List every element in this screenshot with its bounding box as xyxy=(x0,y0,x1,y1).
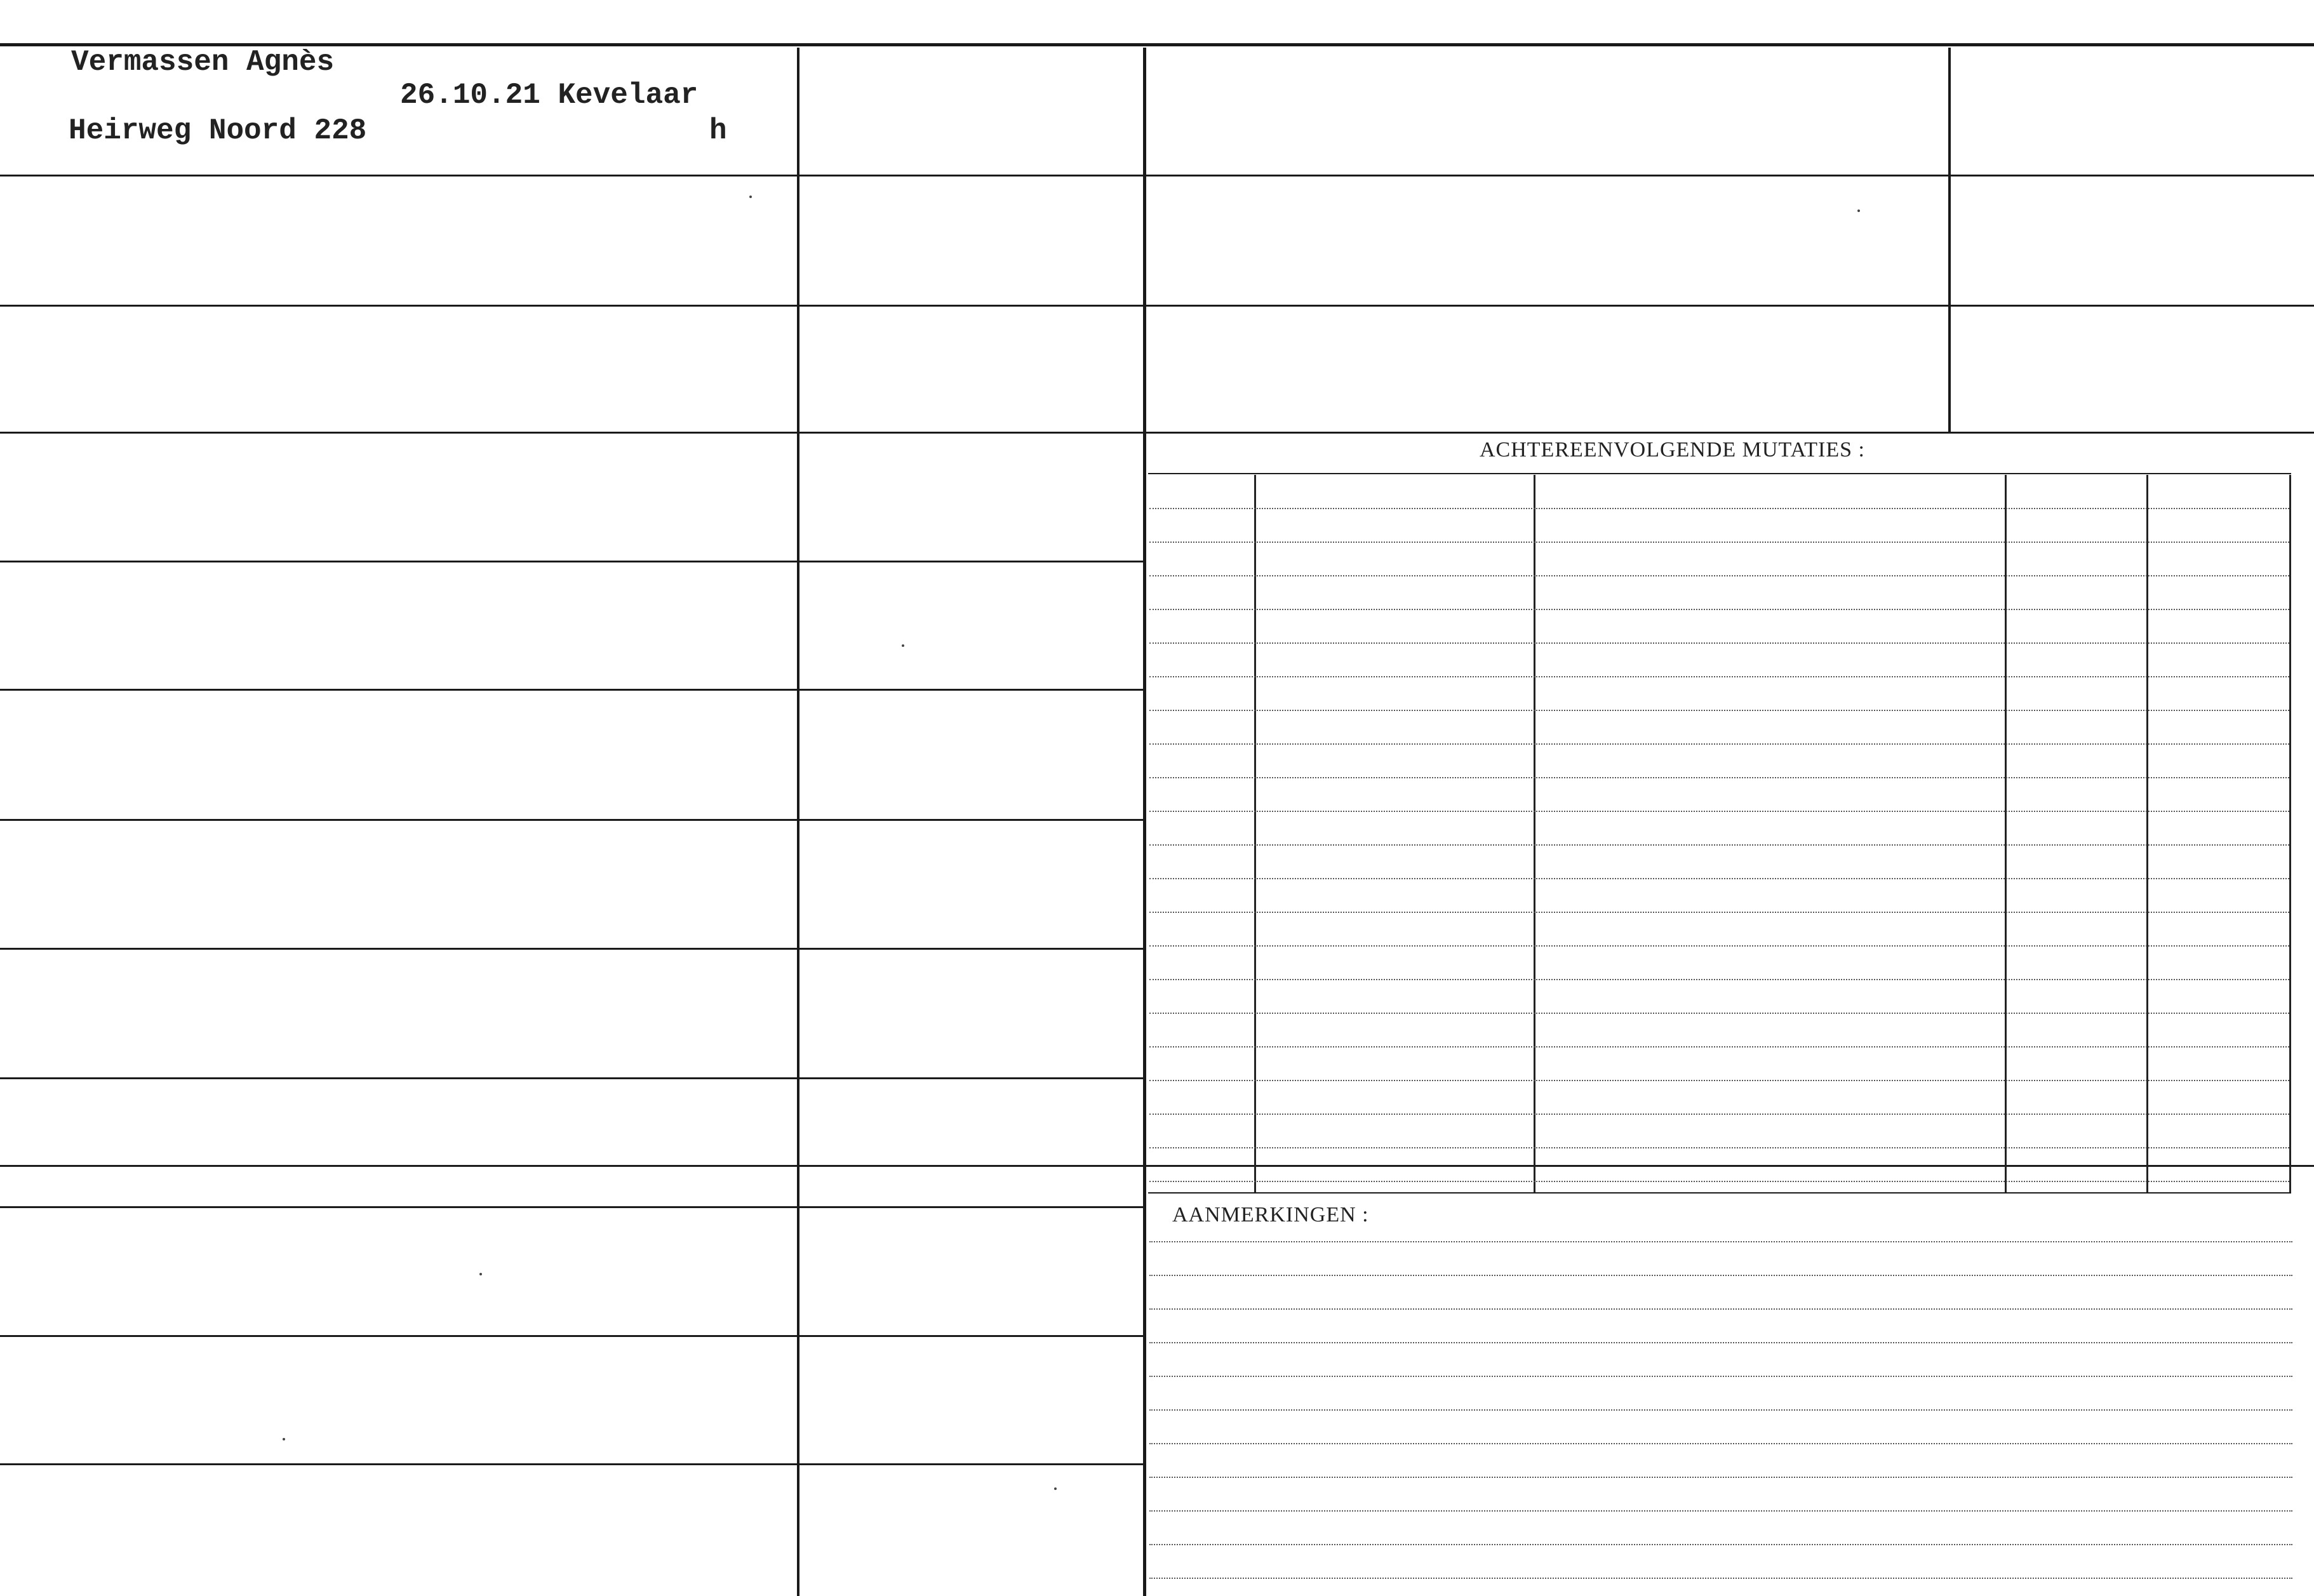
mutation-ruled-line xyxy=(1149,676,2289,677)
right-row-rule xyxy=(1144,175,2314,176)
row-rule xyxy=(0,819,1144,821)
row-rule xyxy=(0,175,1144,176)
remark-ruled-line xyxy=(1149,1275,2292,1276)
column-divider-middle xyxy=(1143,48,1146,1596)
row-rule xyxy=(0,432,1144,434)
remark-ruled-line xyxy=(1149,1376,2292,1377)
remark-ruled-line xyxy=(1149,1477,2292,1478)
row-rule xyxy=(0,561,1144,562)
resident-name: Vermassen Agnès xyxy=(71,46,335,79)
remarks-heading: AANMERKINGEN : xyxy=(1172,1203,1369,1227)
row-rule xyxy=(0,948,1144,950)
mutation-ruled-line xyxy=(1149,912,2289,913)
mutations-column-rule xyxy=(2146,475,2148,1194)
address: Heirweg Noord 228 xyxy=(69,114,367,147)
remark-ruled-line xyxy=(1149,1241,2292,1242)
mutation-ruled-line xyxy=(1149,642,2289,644)
scan-speck xyxy=(283,1438,285,1440)
mutation-ruled-line xyxy=(1149,777,2289,778)
mutation-ruled-line xyxy=(1149,710,2289,711)
row-rule xyxy=(0,1335,1144,1337)
mutations-column-rule xyxy=(2005,475,2007,1194)
row-rule xyxy=(0,1206,1144,1208)
row-rule xyxy=(0,689,1144,691)
mutation-ruled-line xyxy=(1149,878,2289,879)
mutations-column-rule xyxy=(1254,475,1256,1194)
mutation-ruled-line xyxy=(1149,609,2289,610)
scan-speck xyxy=(479,1273,482,1275)
mutation-ruled-line xyxy=(1149,1147,2289,1148)
mutation-ruled-line xyxy=(1149,1181,2289,1182)
mutation-ruled-line xyxy=(1149,1013,2289,1014)
top-border xyxy=(0,43,2314,46)
scan-speck xyxy=(1054,1487,1057,1490)
sex-mark: h xyxy=(709,114,727,147)
row-rule xyxy=(0,1165,2314,1167)
mutations-table-bottom xyxy=(1148,1192,2291,1194)
row-rule xyxy=(0,1077,1144,1079)
mutation-ruled-line xyxy=(1149,542,2289,543)
row-rule xyxy=(0,305,1144,307)
scan-speck xyxy=(1857,209,1860,212)
mutation-ruled-line xyxy=(1149,1080,2289,1081)
remark-ruled-line xyxy=(1149,1342,2292,1343)
remark-ruled-line xyxy=(1149,1510,2292,1512)
scan-speck xyxy=(749,196,752,198)
row-rule xyxy=(0,1463,1144,1465)
mutations-heading: ACHTEREENVOLGENDE MUTATIES : xyxy=(1480,438,1865,462)
remark-ruled-line xyxy=(1149,1409,2292,1411)
mutation-ruled-line xyxy=(1149,979,2289,980)
mutation-ruled-line xyxy=(1149,945,2289,947)
mutation-ruled-line xyxy=(1149,844,2289,846)
mutation-ruled-line xyxy=(1149,508,2289,509)
mutations-table-top xyxy=(1148,473,2291,474)
remark-ruled-line xyxy=(1149,1443,2292,1444)
mutation-ruled-line xyxy=(1149,743,2289,745)
mutation-ruled-line xyxy=(1149,575,2289,576)
mutations-column-rule xyxy=(2289,475,2291,1194)
column-divider-right xyxy=(1948,48,1951,432)
remark-ruled-line xyxy=(1149,1544,2292,1545)
column-divider-left xyxy=(797,48,799,1596)
remark-ruled-line xyxy=(1149,1308,2292,1310)
mutation-ruled-line xyxy=(1149,1046,2289,1047)
mutations-column-rule xyxy=(1534,475,1535,1194)
right-row-rule xyxy=(1144,432,2314,434)
remark-ruled-line xyxy=(1149,1578,2292,1579)
mutation-ruled-line xyxy=(1149,811,2289,812)
right-row-rule xyxy=(1144,305,2314,307)
scan-speck xyxy=(902,644,904,647)
birth-date-place: 26.10.21 Kevelaar xyxy=(400,79,699,112)
mutation-ruled-line xyxy=(1149,1114,2289,1115)
